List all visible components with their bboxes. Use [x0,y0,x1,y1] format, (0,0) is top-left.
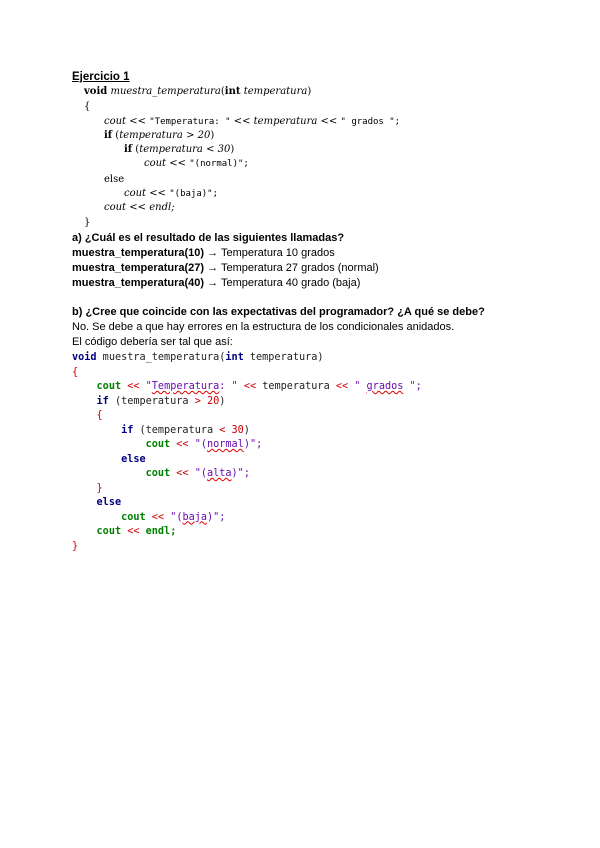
code-line: void muestra_temperatura(int temperatura) [72,352,324,363]
code-line: cout << endl; [96,526,177,537]
answer-text: No. Se debe a que hay errores en la estructura de los condicionales anidados. [72,321,455,333]
code-line: cout << "(normal)"; [145,439,263,450]
code-line: else [96,497,122,508]
code-line: if (temperatura < 30) [121,424,250,436]
code-line: cout << "(baja)"; [121,511,226,523]
answer-text: El código debería ser tal que así: [72,336,233,348]
fixed-code-block [72,351,422,554]
call-result-line: muestra_temperatura(10) → Temperatura 10 grados [72,247,335,259]
question-b-heading: b) ¿Cree que coincide con las expectativas del programador? ¿A qué se debe? [72,306,485,318]
question-a-heading: a) ¿Cuál es el resultado de las siguientes llamadas? [72,232,345,244]
code-line: cout << "(baja)"; [124,188,219,199]
code-line: if (temperatura > 20) [96,395,226,407]
code-line: else [121,453,146,465]
code-line: void muestra_temperatura(int temperatura) [84,86,312,97]
code-line: if (temperatura < 30) [124,144,235,155]
exercise-title: Ejercicio 1 [72,71,130,83]
code-line: cout << endl; [104,202,175,213]
code-line: else [104,174,125,185]
code-line: } [96,482,103,494]
code-line: { [96,410,103,421]
code-line: cout << "Temperatura: " << temperatura << " grados "; [96,381,422,392]
code-line: } [84,217,91,228]
code-line: if (temperatura > 20) [104,130,215,141]
code-line: cout << "(alta)"; [145,468,250,479]
code-line: } [72,540,79,552]
call-result-line: muestra_temperatura(40) → Temperatura 40 grado (baja) [72,277,361,289]
code-line: { [84,101,91,112]
code-line: cout << "(normal)"; [144,158,249,169]
code-line: cout << "Temperatura: " << temperatura << " grados "; [104,116,401,127]
code-line: { [72,366,79,378]
call-result-line: muestra_temperatura(27) → Temperatura 27 grados (normal) [72,262,379,274]
